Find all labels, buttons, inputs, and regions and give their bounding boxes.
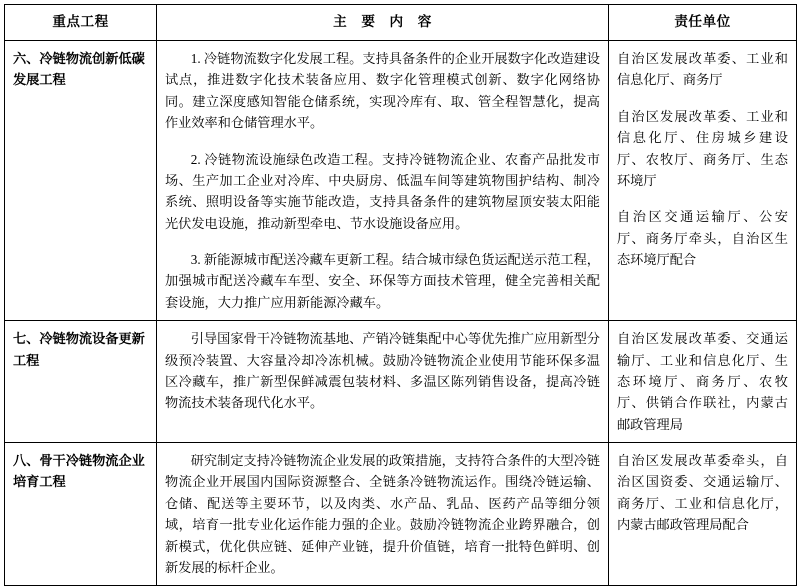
content-paragraph: 2. 冷链物流设施绿色改造工程。支持冷链物流企业、农畜产品批发市场、生产加工企业对冷库、中央厨房、低温车间等建筑物围护结构、制冷系统、照明设备等实施节能改造，支持具备条件的建筑物屋顶安装太阳能光伏发电设施，推动新型牵电、节水设施设备应用。 [165, 151, 600, 231]
responsible-unit-cell [609, 41, 797, 321]
project-content-cell [157, 443, 609, 586]
unit-paragraph: 自治区发展改革委牵头，自治区国资委、交通运输厅、商务厅、工业和信息化厅，内蒙古邮政管理局配合 [617, 453, 788, 533]
table-header-row [5, 5, 797, 41]
project-name-cell: 八、骨干冷链物流企业培育工程 [5, 443, 157, 586]
key-projects-table [4, 4, 797, 586]
responsible-unit-cell [609, 321, 797, 443]
unit-paragraph: 自治区发展改革委、工业和信息化厅、商务厅 [617, 51, 788, 88]
column-header-project: 重点工程 [5, 5, 157, 41]
project-name-cell: 六、冷链物流创新低碳发展工程 [5, 41, 157, 321]
project-name-cell: 七、冷链物流设备更新工程 [5, 321, 157, 443]
content-paragraph: 研究制定支持冷链物流企业发展的政策措施，支持符合条件的大型冷链物流企业开展国内国际资源整合、全链条冷链物流运作。围绕冷链运输、仓储、配送等主要环节，以及肉类、水产品、乳品、医药产品等细分领域，培育一批专业化运作能力强的企业。鼓励冷链物流企业跨界融合，创新模式，优化供应链、延伸产业链，提升价值链，培育一批特色鲜明、创新发展的标杆企业。 [165, 453, 600, 575]
column-header-content: 主 要 内 容 [157, 5, 609, 41]
unit-paragraph: 自治区发展改革委、工业和信息化厅、住房城乡建设厅、农牧厅、商务厅、生态环境厅 [617, 108, 788, 188]
table-row [5, 443, 797, 586]
content-paragraph: 1. 冷链物流数字化发展工程。支持具备条件的企业开展数字化改造建设试点，推进数字化技术装备应用、数字化管理模式创新、数字化网络协同。建立深度感知智能仓储系统，实现冷库有、取、管全程智慧化，提高作业效率和仓储管理水平。 [165, 51, 600, 131]
unit-paragraph: 自治区交通运输厅、公安厅、商务厅牵头，自治区生态环境厅配合 [617, 209, 788, 268]
column-header-unit: 责任单位 [609, 5, 797, 41]
project-content-cell [157, 321, 609, 443]
table-row [5, 321, 797, 443]
table-row [5, 41, 797, 321]
content-paragraph: 3. 新能源城市配送冷藏车更新工程。结合城市绿色货运配送示范工程，加强城市配送冷藏车车型、安全、环保等方面技术管理，健全完善相关配套设施，大力推广应用新能源冷藏车。 [165, 252, 600, 310]
content-paragraph: 引导国家骨干冷链物流基地、产销冷链集配中心等优先推广应用新型分级预冷装置、大容量冷却冷冻机械。鼓励冷链物流企业使用节能环保多温区冷藏车，推广新型保鲜减震包装材料、多温区陈列销售设备，提高冷链物流技术装备现代化水平。 [165, 331, 600, 411]
unit-paragraph: 自治区发展改革委、交通运输厅、工业和信息化厅、生态环境厅、商务厅、农牧厅、供销合作联社，内蒙古邮政管理局 [617, 331, 788, 432]
project-content-cell [157, 41, 609, 321]
responsible-unit-cell [609, 443, 797, 586]
